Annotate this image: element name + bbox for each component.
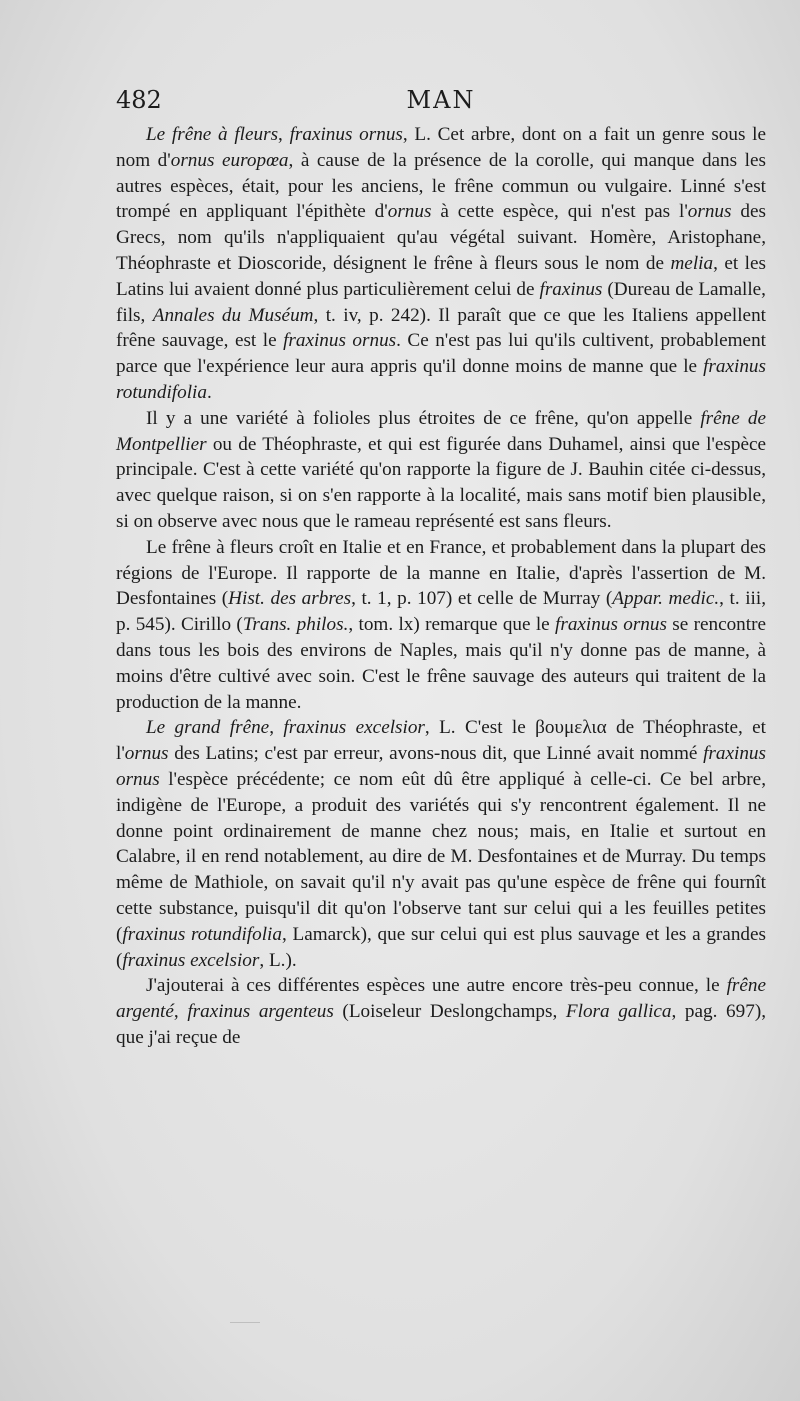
text-run: , L. C'est le βουμελια de Théophraste, et l' (116, 717, 766, 765)
italic-term: frêne argenté (116, 975, 766, 1023)
text-run: J'ajouterai à ces différentes espèces une autre encore très-peu connue, le (146, 975, 727, 997)
text-run: , et les Latins lui avaient donné plus particulièrement celui de (116, 252, 766, 300)
text-run: , Lamarck), que sur celui qui est plus sauvage et les a grandes ( (116, 923, 766, 971)
paragraph (116, 973, 766, 1050)
italic-term: ornus (387, 201, 432, 223)
italic-term: fraxinus (539, 278, 603, 300)
italic-term: Trans. philos. (242, 614, 349, 636)
text-run: Le frêne à fleurs croît en Italie et en France, et probablement dans la plupart des régions de l'Europe. Il rapporte de la manne en Italie, d'après l'assertion de M. Desfontaines ( (116, 536, 766, 610)
running-head: MAN (406, 86, 476, 114)
text-run: , tom. lx) remarque que le (348, 614, 556, 636)
text-run: (Dureau de Lamalle, fils, (116, 278, 766, 326)
italic-term: Flora gallica (565, 1001, 672, 1023)
text-run: Il y a une variété à folioles plus étroites de ce frêne, qu'on appelle (146, 407, 701, 429)
text-run: (Loiseleur Deslongchamps, (333, 1001, 566, 1023)
italic-term: Le frêne à fleurs (146, 124, 279, 145)
italic-term: Appar. medic. (612, 588, 720, 610)
italic-term: fraxinus ornus (289, 124, 403, 145)
italic-term: fraxinus ornus (283, 330, 397, 352)
text-run: des Grecs, nom qu'ils n'appliquaient qu'au végétal suivant. Homère, Aristophane, Théophraste et Dioscoride, désignent le frêne à fleurs sous le nom de (116, 201, 766, 274)
italic-term: fraxinus argenteus (187, 1001, 334, 1023)
italic-term: Hist. des arbres (228, 588, 352, 610)
text-run: , t. 1, p. 107) et celle de Murray ( (351, 588, 613, 610)
text-run: . (206, 381, 212, 403)
italic-term: fraxinus excelsior (283, 717, 425, 739)
italic-term: fraxinus rotundifolia (116, 356, 766, 403)
italic-term: fraxinus ornus (555, 614, 667, 636)
italic-term: fraxinus ornus (116, 743, 766, 790)
text-run: ou de Théophraste, et qui est figurée dans Duhamel, ainsi que l'espèce principale. C'est à cette variété qu'on rapporte la figure de J. Bauhin citée ci-dessus, avec quelque raison, si on s'en rapporte à la localité, mais sans motif bien plausible, si on observe avec nous que le rameau représenté est sans fleurs. (116, 433, 766, 532)
text-run: , t. iv, p. 242). Il paraît que ce que les Italiens appellent frêne sauvage, est le (116, 304, 766, 352)
italic-term: Le grand frêne (146, 717, 270, 739)
text-run: des Latins; c'est par erreur, avons-nous dit, que Linné avait nommé (168, 743, 704, 765)
italic-term: ornus europœa (170, 149, 289, 171)
paragraph (116, 715, 766, 973)
page-header (116, 86, 766, 120)
italic-term: frêne de Montpellier (116, 407, 766, 455)
text-run: à cette espèce, qui n'est pas l' (431, 201, 688, 223)
italic-term: ornus (124, 743, 169, 765)
text-run: , L. Cet arbre, dont on a fait un genre sous le nom d' (116, 124, 767, 171)
text-run: se rencontre dans tous les bois des environs de Naples, mais qu'il n'y donne pas de manne, à moins d'être cultivé avec soin. C'est le frêne sauvage des auteurs qui traitent de la production de la manne. (116, 614, 767, 713)
italic-term: Annales du Muséum (152, 304, 314, 326)
paragraph (116, 535, 766, 716)
paragraph (116, 122, 766, 406)
text-run: . Ce n'est pas lui qu'ils cultivent, probablement parce que l'expérience leur aura appris qu'il donne moins de manne que le (116, 330, 766, 378)
page-number: 482 (116, 86, 162, 114)
text-run: , (173, 1001, 188, 1023)
text-run: , L.). (259, 949, 297, 971)
text-run: l'espèce précédente; ce nom eût dû être appliqué à celle-ci. Ce bel arbre, indigène de l'Europe, a produit des variétés qui s'y rencontrent également. Il ne donne point ordinairement de manne chez nous; mais, en Italie et surtout en Calabre, il en rend notablement, au dire de M. Desfontaines et de Murray. Du temps même de Mathiole, on savait qu'il n'y avait pas qu'une espèce de frêne qui fournît cette substance, puisqu'il dit qu'on l'observe tant sur celui qui a les feuilles petites ( (116, 768, 766, 945)
italic-term: melia (670, 252, 714, 274)
text-run: , pag. 697), que j'ai reçue de (116, 1001, 767, 1048)
body-text (116, 122, 766, 1051)
italic-term: fraxinus rotundifolia (122, 923, 282, 945)
print-smudge (230, 1322, 260, 1335)
text-run: , à cause de la présence de la corolle, qui manque dans les autres espèces, était, pour les anciens, le frêne commun ou vulgaire. Linné s'est trompé en appliquant l'épithète d' (116, 149, 766, 223)
paragraph (116, 406, 766, 535)
italic-term: ornus (687, 201, 732, 223)
text-run: , t. iii, p. 545). Cirillo ( (116, 588, 767, 636)
italic-term: fraxinus excelsior (122, 949, 260, 971)
text-run: , (269, 717, 284, 739)
text-run: , (278, 124, 290, 145)
